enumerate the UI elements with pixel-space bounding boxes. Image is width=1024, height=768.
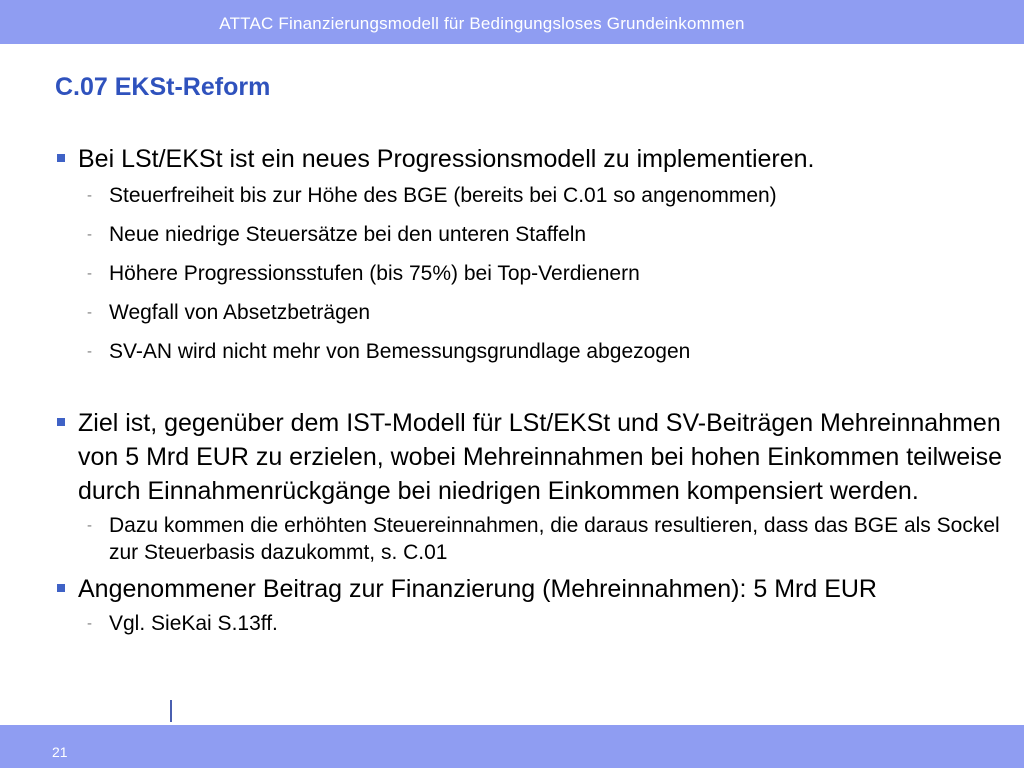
subitem-1-3: [57, 260, 1007, 287]
subitem-1-4: [57, 299, 1007, 326]
dash-icon: -: [87, 304, 92, 321]
bullet-1-text: Bei LSt/EKSt ist ein neues Progressionsmodell zu implementieren.: [78, 145, 815, 173]
footer-divider: [170, 700, 172, 722]
presentation-title: ATTAC Finanzierungsmodell für Bedingungsloses Grundeinkommen: [219, 14, 745, 33]
dash-icon: -: [87, 343, 92, 360]
bullet-3-text: Angenommener Beitrag zur Finanzierung (Mehreinnahmen): 5 Mrd EUR: [78, 575, 877, 603]
bullet-2-text: Ziel ist, gegenüber dem IST-Modell für LSt/EKSt und SV-Beiträgen Mehreinnahmen von 5 Mrd EUR zu erzielen, wobei Mehreinnahmen bei hohen Einkommen teilweise durch Einnahmenrückgänge bei niedrigen Einkommen kompensiert werden.: [78, 409, 1003, 505]
dash-icon: -: [87, 265, 92, 282]
subitem-3-1-text: Vgl. SieKai S.13ff.: [109, 612, 278, 635]
subitem-1-3-text: Höhere Progressionsstufen (bis 75%) bei Top-Verdienern: [109, 262, 640, 285]
page-number: 21: [52, 744, 68, 760]
dash-icon: -: [87, 517, 92, 534]
subitem-1-1-text: Steuerfreiheit bis zur Höhe des BGE (bereits bei C.01 so angenommen): [109, 184, 777, 207]
subitem-1-1: [57, 182, 1007, 209]
subitem-1-5-text: SV-AN wird nicht mehr von Bemessungsgrundlage abgezogen: [109, 340, 691, 363]
dash-icon: -: [87, 187, 92, 204]
dash-icon: -: [87, 226, 92, 243]
dash-icon: -: [87, 615, 92, 632]
slide-heading: C.07 EKSt-Reform: [55, 73, 271, 101]
subitem-1-5: [57, 338, 1007, 365]
slide-content: [57, 142, 1007, 637]
footer-bar: [0, 725, 1024, 768]
bullet-2: [57, 406, 1007, 508]
subitem-2-1: [57, 512, 1007, 566]
subitem-2-1-text: Dazu kommen die erhöhten Steuereinnahmen, die daraus resultieren, dass das BGE als Sockel zur Steuerbasis dazukommt, s. C.01: [109, 514, 1000, 564]
subitem-1-2: [57, 221, 1007, 248]
subitem-1-2-text: Neue niedrige Steuersätze bei den unteren Staffeln: [109, 223, 587, 246]
subitem-3-1: [57, 610, 1007, 637]
square-bullet-icon: [57, 418, 65, 426]
square-bullet-icon: [57, 154, 65, 162]
subitem-1-4-text: Wegfall von Absetzbeträgen: [109, 301, 371, 324]
bullet-1: [57, 142, 1007, 176]
square-bullet-icon: [57, 584, 65, 592]
bullet-3: [57, 572, 1007, 606]
